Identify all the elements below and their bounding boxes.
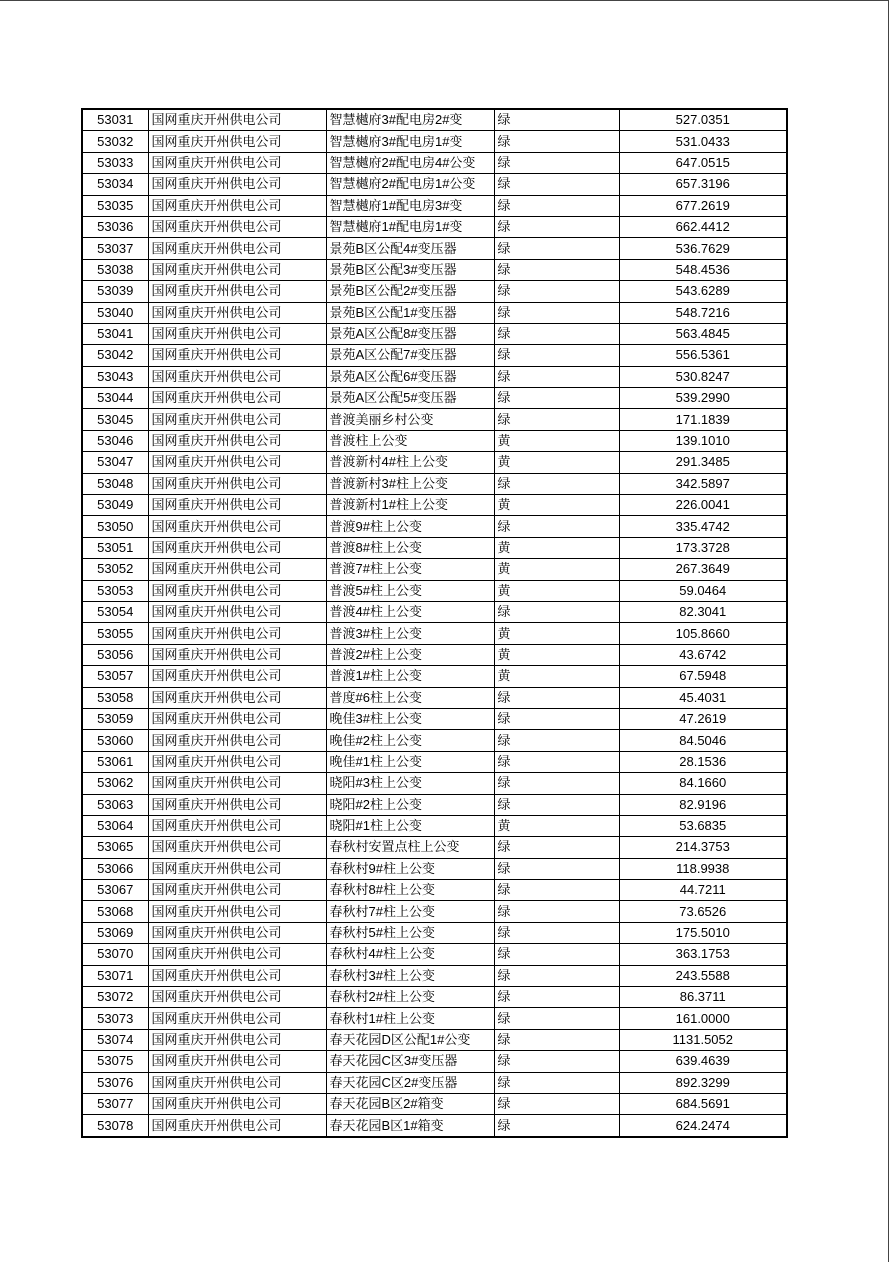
- transformer-name-cell: 景苑B区公配3#变压器: [326, 259, 494, 280]
- transformer-name-cell: 智慧樾府1#配电房1#变: [326, 216, 494, 237]
- transformer-name-cell: 普渡8#柱上公变: [326, 537, 494, 558]
- company-cell: 国网重庆开州供电公司: [148, 1008, 326, 1029]
- row-id-cell: 53072: [82, 987, 148, 1008]
- transformer-name-cell: 智慧樾府3#配电房2#变: [326, 109, 494, 131]
- table-row: [82, 452, 787, 473]
- transformer-name-cell: 普渡9#柱上公变: [326, 516, 494, 537]
- table-row: [82, 174, 787, 195]
- company-cell: 国网重庆开州供电公司: [148, 238, 326, 259]
- transformer-name-cell: 景苑B区公配2#变压器: [326, 281, 494, 302]
- status-color-cell: 绿: [494, 1093, 619, 1114]
- status-color-cell: 绿: [494, 687, 619, 708]
- value-cell: 84.5046: [619, 730, 787, 751]
- value-cell: 173.3728: [619, 537, 787, 558]
- value-cell: 82.3041: [619, 601, 787, 622]
- company-cell: 国网重庆开州供电公司: [148, 1115, 326, 1137]
- row-id-cell: 53044: [82, 388, 148, 409]
- company-cell: 国网重庆开州供电公司: [148, 751, 326, 772]
- table-row: [82, 195, 787, 216]
- transformer-name-cell: 春天花园D区公配1#公变: [326, 1029, 494, 1050]
- row-id-cell: 53078: [82, 1115, 148, 1137]
- status-color-cell: 黄: [494, 430, 619, 451]
- status-color-cell: 绿: [494, 751, 619, 772]
- table-row: [82, 1029, 787, 1050]
- transformer-name-cell: 普渡2#柱上公变: [326, 644, 494, 665]
- transformer-name-cell: 智慧樾府2#配电房4#公变: [326, 152, 494, 173]
- table-row: [82, 1115, 787, 1137]
- transformer-name-cell: 春天花园C区3#变压器: [326, 1051, 494, 1072]
- transformer-name-cell: 普渡3#柱上公变: [326, 623, 494, 644]
- company-cell: 国网重庆开州供电公司: [148, 259, 326, 280]
- value-cell: 118.9938: [619, 858, 787, 879]
- value-cell: 175.5010: [619, 922, 787, 943]
- status-color-cell: 绿: [494, 1029, 619, 1050]
- company-cell: 国网重庆开州供电公司: [148, 495, 326, 516]
- row-id-cell: 53035: [82, 195, 148, 216]
- row-id-cell: 53074: [82, 1029, 148, 1050]
- company-cell: 国网重庆开州供电公司: [148, 195, 326, 216]
- status-color-cell: 黄: [494, 666, 619, 687]
- company-cell: 国网重庆开州供电公司: [148, 623, 326, 644]
- row-id-cell: 53041: [82, 323, 148, 344]
- row-id-cell: 53036: [82, 216, 148, 237]
- transformer-name-cell: 景苑B区公配4#变压器: [326, 238, 494, 259]
- value-cell: 47.2619: [619, 708, 787, 729]
- transformer-name-cell: 普渡柱上公变: [326, 430, 494, 451]
- status-color-cell: 绿: [494, 323, 619, 344]
- row-id-cell: 53071: [82, 965, 148, 986]
- status-color-cell: 绿: [494, 259, 619, 280]
- status-color-cell: 绿: [494, 302, 619, 323]
- status-color-cell: 绿: [494, 880, 619, 901]
- status-color-cell: 绿: [494, 837, 619, 858]
- status-color-cell: 绿: [494, 922, 619, 943]
- value-cell: 531.0433: [619, 131, 787, 152]
- row-id-cell: 53067: [82, 880, 148, 901]
- value-cell: 335.4742: [619, 516, 787, 537]
- table-row: [82, 1008, 787, 1029]
- value-cell: 657.3196: [619, 174, 787, 195]
- row-id-cell: 53043: [82, 366, 148, 387]
- table-row: [82, 302, 787, 323]
- company-cell: 国网重庆开州供电公司: [148, 152, 326, 173]
- table-row: [82, 708, 787, 729]
- value-cell: 82.9196: [619, 794, 787, 815]
- company-cell: 国网重庆开州供电公司: [148, 794, 326, 815]
- company-cell: 国网重庆开州供电公司: [148, 773, 326, 794]
- table-row: [82, 216, 787, 237]
- transformer-name-cell: 景苑A区公配7#变压器: [326, 345, 494, 366]
- row-id-cell: 53060: [82, 730, 148, 751]
- value-cell: 624.2474: [619, 1115, 787, 1137]
- company-cell: 国网重庆开州供电公司: [148, 388, 326, 409]
- transformer-name-cell: 普渡新村3#柱上公变: [326, 473, 494, 494]
- value-cell: 563.4845: [619, 323, 787, 344]
- row-id-cell: 53045: [82, 409, 148, 430]
- value-cell: 536.7629: [619, 238, 787, 259]
- table-row: [82, 281, 787, 302]
- status-color-cell: 绿: [494, 409, 619, 430]
- value-cell: 161.0000: [619, 1008, 787, 1029]
- row-id-cell: 53054: [82, 601, 148, 622]
- company-cell: 国网重庆开州供电公司: [148, 922, 326, 943]
- company-cell: 国网重庆开州供电公司: [148, 109, 326, 131]
- company-cell: 国网重庆开州供电公司: [148, 1093, 326, 1114]
- status-color-cell: 绿: [494, 601, 619, 622]
- status-color-cell: 绿: [494, 366, 619, 387]
- company-cell: 国网重庆开州供电公司: [148, 666, 326, 687]
- row-id-cell: 53037: [82, 238, 148, 259]
- table-row: [82, 601, 787, 622]
- table-row: [82, 238, 787, 259]
- row-id-cell: 53049: [82, 495, 148, 516]
- company-cell: 国网重庆开州供电公司: [148, 302, 326, 323]
- status-color-cell: 绿: [494, 773, 619, 794]
- row-id-cell: 53077: [82, 1093, 148, 1114]
- table-row: [82, 1093, 787, 1114]
- company-cell: 国网重庆开州供电公司: [148, 131, 326, 152]
- value-cell: 86.3711: [619, 987, 787, 1008]
- table-row: [82, 495, 787, 516]
- status-color-cell: 黄: [494, 644, 619, 665]
- value-cell: 84.1660: [619, 773, 787, 794]
- row-id-cell: 53057: [82, 666, 148, 687]
- table-row: [82, 323, 787, 344]
- row-id-cell: 53042: [82, 345, 148, 366]
- table-row: [82, 388, 787, 409]
- table-row: [82, 623, 787, 644]
- company-cell: 国网重庆开州供电公司: [148, 1029, 326, 1050]
- transformer-name-cell: 春天花园B区2#箱变: [326, 1093, 494, 1114]
- row-id-cell: 53073: [82, 1008, 148, 1029]
- row-id-cell: 53038: [82, 259, 148, 280]
- table-row: [82, 922, 787, 943]
- status-color-cell: 黄: [494, 815, 619, 836]
- value-cell: 639.4639: [619, 1051, 787, 1072]
- status-color-cell: 绿: [494, 281, 619, 302]
- company-cell: 国网重庆开州供电公司: [148, 815, 326, 836]
- transformer-name-cell: 普渡新村1#柱上公变: [326, 495, 494, 516]
- row-id-cell: 53070: [82, 944, 148, 965]
- transformer-name-cell: 春秋村5#柱上公变: [326, 922, 494, 943]
- value-cell: 226.0041: [619, 495, 787, 516]
- company-cell: 国网重庆开州供电公司: [148, 323, 326, 344]
- table-row: [82, 259, 787, 280]
- status-color-cell: 绿: [494, 794, 619, 815]
- table-row: [82, 773, 787, 794]
- transformer-table: [81, 108, 788, 1138]
- company-cell: 国网重庆开州供电公司: [148, 366, 326, 387]
- value-cell: 28.1536: [619, 751, 787, 772]
- transformer-name-cell: 普渡新村4#柱上公变: [326, 452, 494, 473]
- status-color-cell: 绿: [494, 1008, 619, 1029]
- transformer-name-cell: 春天花园B区1#箱变: [326, 1115, 494, 1137]
- row-id-cell: 53069: [82, 922, 148, 943]
- status-color-cell: 绿: [494, 987, 619, 1008]
- status-color-cell: 绿: [494, 152, 619, 173]
- company-cell: 国网重庆开州供电公司: [148, 452, 326, 473]
- table-row: [82, 644, 787, 665]
- value-cell: 1131.5052: [619, 1029, 787, 1050]
- value-cell: 59.0464: [619, 580, 787, 601]
- table-row: [82, 109, 787, 131]
- row-id-cell: 53032: [82, 131, 148, 152]
- transformer-name-cell: 晓阳#2柱上公变: [326, 794, 494, 815]
- value-cell: 548.7216: [619, 302, 787, 323]
- company-cell: 国网重庆开州供电公司: [148, 601, 326, 622]
- table-row: [82, 815, 787, 836]
- table-row: [82, 944, 787, 965]
- row-id-cell: 53040: [82, 302, 148, 323]
- transformer-name-cell: 晚佳3#柱上公变: [326, 708, 494, 729]
- value-cell: 684.5691: [619, 1093, 787, 1114]
- transformer-name-cell: 春秋村8#柱上公变: [326, 880, 494, 901]
- value-cell: 647.0515: [619, 152, 787, 173]
- row-id-cell: 53033: [82, 152, 148, 173]
- value-cell: 171.1839: [619, 409, 787, 430]
- status-color-cell: 黄: [494, 452, 619, 473]
- transformer-name-cell: 普度#6柱上公变: [326, 687, 494, 708]
- table-row: [82, 580, 787, 601]
- status-color-cell: 绿: [494, 965, 619, 986]
- page-border-right: [888, 0, 889, 1262]
- row-id-cell: 53058: [82, 687, 148, 708]
- table-row: [82, 666, 787, 687]
- company-cell: 国网重庆开州供电公司: [148, 430, 326, 451]
- status-color-cell: 黄: [494, 537, 619, 558]
- transformer-name-cell: 晓阳#1柱上公变: [326, 815, 494, 836]
- value-cell: 548.4536: [619, 259, 787, 280]
- row-id-cell: 53047: [82, 452, 148, 473]
- table-row: [82, 751, 787, 772]
- table-row: [82, 687, 787, 708]
- status-color-cell: 绿: [494, 730, 619, 751]
- status-color-cell: 绿: [494, 944, 619, 965]
- transformer-name-cell: 景苑A区公配8#变压器: [326, 323, 494, 344]
- row-id-cell: 53052: [82, 559, 148, 580]
- value-cell: 892.3299: [619, 1072, 787, 1093]
- transformer-name-cell: 景苑A区公配5#变压器: [326, 388, 494, 409]
- company-cell: 国网重庆开州供电公司: [148, 944, 326, 965]
- row-id-cell: 53050: [82, 516, 148, 537]
- transformer-name-cell: 春天花园C区2#变压器: [326, 1072, 494, 1093]
- transformer-name-cell: 普渡1#柱上公变: [326, 666, 494, 687]
- table-row: [82, 345, 787, 366]
- row-id-cell: 53051: [82, 537, 148, 558]
- status-color-cell: 绿: [494, 1115, 619, 1137]
- row-id-cell: 53064: [82, 815, 148, 836]
- company-cell: 国网重庆开州供电公司: [148, 644, 326, 665]
- table-row: [82, 987, 787, 1008]
- value-cell: 73.6526: [619, 901, 787, 922]
- company-cell: 国网重庆开州供电公司: [148, 987, 326, 1008]
- company-cell: 国网重庆开州供电公司: [148, 281, 326, 302]
- row-id-cell: 53034: [82, 174, 148, 195]
- transformer-name-cell: 景苑A区公配6#变压器: [326, 366, 494, 387]
- value-cell: 291.3485: [619, 452, 787, 473]
- company-cell: 国网重庆开州供电公司: [148, 409, 326, 430]
- transformer-name-cell: 春秋村7#柱上公变: [326, 901, 494, 922]
- value-cell: 139.1010: [619, 430, 787, 451]
- table-row: [82, 880, 787, 901]
- table-row: [82, 901, 787, 922]
- value-cell: 342.5897: [619, 473, 787, 494]
- row-id-cell: 53068: [82, 901, 148, 922]
- transformer-name-cell: 春秋村3#柱上公变: [326, 965, 494, 986]
- status-color-cell: 绿: [494, 131, 619, 152]
- company-cell: 国网重庆开州供电公司: [148, 1051, 326, 1072]
- value-cell: 530.8247: [619, 366, 787, 387]
- value-cell: 267.3649: [619, 559, 787, 580]
- company-cell: 国网重庆开州供电公司: [148, 537, 326, 558]
- company-cell: 国网重庆开州供电公司: [148, 965, 326, 986]
- table-row: [82, 537, 787, 558]
- company-cell: 国网重庆开州供电公司: [148, 687, 326, 708]
- status-color-cell: 绿: [494, 174, 619, 195]
- transformer-name-cell: 普渡7#柱上公变: [326, 559, 494, 580]
- status-color-cell: 黄: [494, 559, 619, 580]
- row-id-cell: 53056: [82, 644, 148, 665]
- row-id-cell: 53061: [82, 751, 148, 772]
- transformer-name-cell: 普渡5#柱上公变: [326, 580, 494, 601]
- transformer-name-cell: 晓阳#3柱上公变: [326, 773, 494, 794]
- transformer-name-cell: 晚佳#1柱上公变: [326, 751, 494, 772]
- status-color-cell: 绿: [494, 516, 619, 537]
- transformer-name-cell: 春秋村2#柱上公变: [326, 987, 494, 1008]
- row-id-cell: 53048: [82, 473, 148, 494]
- company-cell: 国网重庆开州供电公司: [148, 516, 326, 537]
- transformer-name-cell: 普渡4#柱上公变: [326, 601, 494, 622]
- row-id-cell: 53059: [82, 708, 148, 729]
- value-cell: 53.6835: [619, 815, 787, 836]
- table-body: [82, 109, 787, 1137]
- table-row: [82, 1072, 787, 1093]
- company-cell: 国网重庆开州供电公司: [148, 345, 326, 366]
- table-row: [82, 366, 787, 387]
- value-cell: 556.5361: [619, 345, 787, 366]
- row-id-cell: 53063: [82, 794, 148, 815]
- page-border-top: [0, 0, 889, 1]
- status-color-cell: 绿: [494, 109, 619, 131]
- row-id-cell: 53053: [82, 580, 148, 601]
- row-id-cell: 53046: [82, 430, 148, 451]
- status-color-cell: 绿: [494, 388, 619, 409]
- table-row: [82, 516, 787, 537]
- transformer-name-cell: 智慧樾府3#配电房1#变: [326, 131, 494, 152]
- value-cell: 662.4412: [619, 216, 787, 237]
- table-row: [82, 409, 787, 430]
- status-color-cell: 绿: [494, 708, 619, 729]
- value-cell: 67.5948: [619, 666, 787, 687]
- row-id-cell: 53039: [82, 281, 148, 302]
- company-cell: 国网重庆开州供电公司: [148, 216, 326, 237]
- company-cell: 国网重庆开州供电公司: [148, 858, 326, 879]
- status-color-cell: 黄: [494, 495, 619, 516]
- transformer-name-cell: 智慧樾府1#配电房3#变: [326, 195, 494, 216]
- row-id-cell: 53066: [82, 858, 148, 879]
- value-cell: 527.0351: [619, 109, 787, 131]
- table-row: [82, 794, 787, 815]
- row-id-cell: 53031: [82, 109, 148, 131]
- value-cell: 105.8660: [619, 623, 787, 644]
- table-row: [82, 152, 787, 173]
- value-cell: 45.4031: [619, 687, 787, 708]
- company-cell: 国网重庆开州供电公司: [148, 730, 326, 751]
- company-cell: 国网重庆开州供电公司: [148, 880, 326, 901]
- table-row: [82, 131, 787, 152]
- value-cell: 43.6742: [619, 644, 787, 665]
- status-color-cell: 绿: [494, 1072, 619, 1093]
- value-cell: 214.3753: [619, 837, 787, 858]
- table-row: [82, 1051, 787, 1072]
- company-cell: 国网重庆开州供电公司: [148, 174, 326, 195]
- table-row: [82, 965, 787, 986]
- status-color-cell: 绿: [494, 195, 619, 216]
- table-row: [82, 559, 787, 580]
- company-cell: 国网重庆开州供电公司: [148, 708, 326, 729]
- row-id-cell: 53075: [82, 1051, 148, 1072]
- row-id-cell: 53062: [82, 773, 148, 794]
- status-color-cell: 绿: [494, 216, 619, 237]
- table-row: [82, 473, 787, 494]
- transformer-name-cell: 景苑B区公配1#变压器: [326, 302, 494, 323]
- company-cell: 国网重庆开州供电公司: [148, 473, 326, 494]
- transformer-name-cell: 春秋村4#柱上公变: [326, 944, 494, 965]
- status-color-cell: 绿: [494, 345, 619, 366]
- value-cell: 243.5588: [619, 965, 787, 986]
- company-cell: 国网重庆开州供电公司: [148, 837, 326, 858]
- status-color-cell: 绿: [494, 473, 619, 494]
- status-color-cell: 绿: [494, 1051, 619, 1072]
- transformer-name-cell: 晚佳#2柱上公变: [326, 730, 494, 751]
- value-cell: 44.7211: [619, 880, 787, 901]
- status-color-cell: 绿: [494, 858, 619, 879]
- table-row: [82, 858, 787, 879]
- row-id-cell: 53055: [82, 623, 148, 644]
- row-id-cell: 53076: [82, 1072, 148, 1093]
- status-color-cell: 绿: [494, 901, 619, 922]
- value-cell: 539.2990: [619, 388, 787, 409]
- transformer-name-cell: 普渡美丽乡村公变: [326, 409, 494, 430]
- company-cell: 国网重庆开州供电公司: [148, 901, 326, 922]
- status-color-cell: 黄: [494, 623, 619, 644]
- transformer-name-cell: 春秋村9#柱上公变: [326, 858, 494, 879]
- value-cell: 677.2619: [619, 195, 787, 216]
- row-id-cell: 53065: [82, 837, 148, 858]
- value-cell: 363.1753: [619, 944, 787, 965]
- company-cell: 国网重庆开州供电公司: [148, 1072, 326, 1093]
- company-cell: 国网重庆开州供电公司: [148, 559, 326, 580]
- transformer-name-cell: 春秋村1#柱上公变: [326, 1008, 494, 1029]
- status-color-cell: 黄: [494, 580, 619, 601]
- status-color-cell: 绿: [494, 238, 619, 259]
- table-row: [82, 837, 787, 858]
- transformer-name-cell: 春秋村安置点柱上公变: [326, 837, 494, 858]
- table-row: [82, 430, 787, 451]
- company-cell: 国网重庆开州供电公司: [148, 580, 326, 601]
- value-cell: 543.6289: [619, 281, 787, 302]
- table-row: [82, 730, 787, 751]
- transformer-name-cell: 智慧樾府2#配电房1#公变: [326, 174, 494, 195]
